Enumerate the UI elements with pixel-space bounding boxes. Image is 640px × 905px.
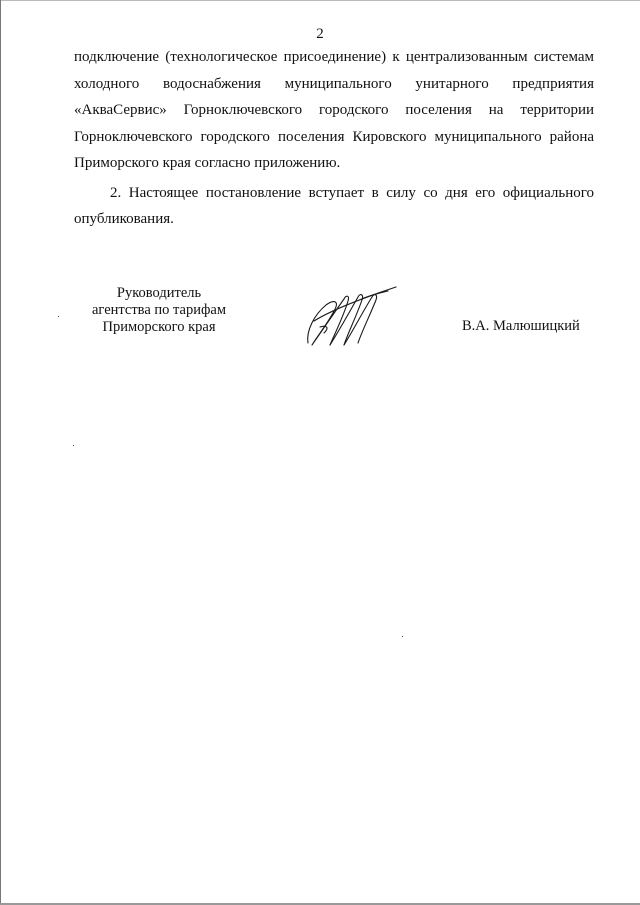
handwritten-signature bbox=[300, 281, 410, 351]
document-body bbox=[74, 44, 594, 233]
paragraph-effective-date: 2. Настоящее постановление вступает в силу со дня его официального опубликования. bbox=[74, 184, 594, 227]
scan-edge-left bbox=[0, 0, 1, 905]
page-number: 2 bbox=[316, 26, 324, 42]
signer-title bbox=[84, 285, 234, 336]
scan-edge-top bbox=[0, 0, 640, 1]
signer-name: В.А. Малюшицкий bbox=[462, 318, 580, 334]
paragraph-continuation: подключение (технологическое присоединение) к централизованным системам холодного водоснабжения муниципального унитарного предприятия «АкваСервис» Горноключевского городского поселения на территории Горноключевского городского поселения Кировского муниципального района Приморского края согласно приложению. bbox=[74, 49, 594, 171]
signer-title-line: Приморского края bbox=[102, 319, 216, 335]
signer-title-line: Руководитель bbox=[116, 285, 202, 301]
scan-speck bbox=[58, 316, 59, 317]
scan-speck bbox=[402, 636, 403, 637]
signature-block bbox=[74, 285, 594, 365]
signer-title-line: агентства по тарифам bbox=[92, 302, 226, 318]
scan-speck bbox=[73, 445, 74, 446]
